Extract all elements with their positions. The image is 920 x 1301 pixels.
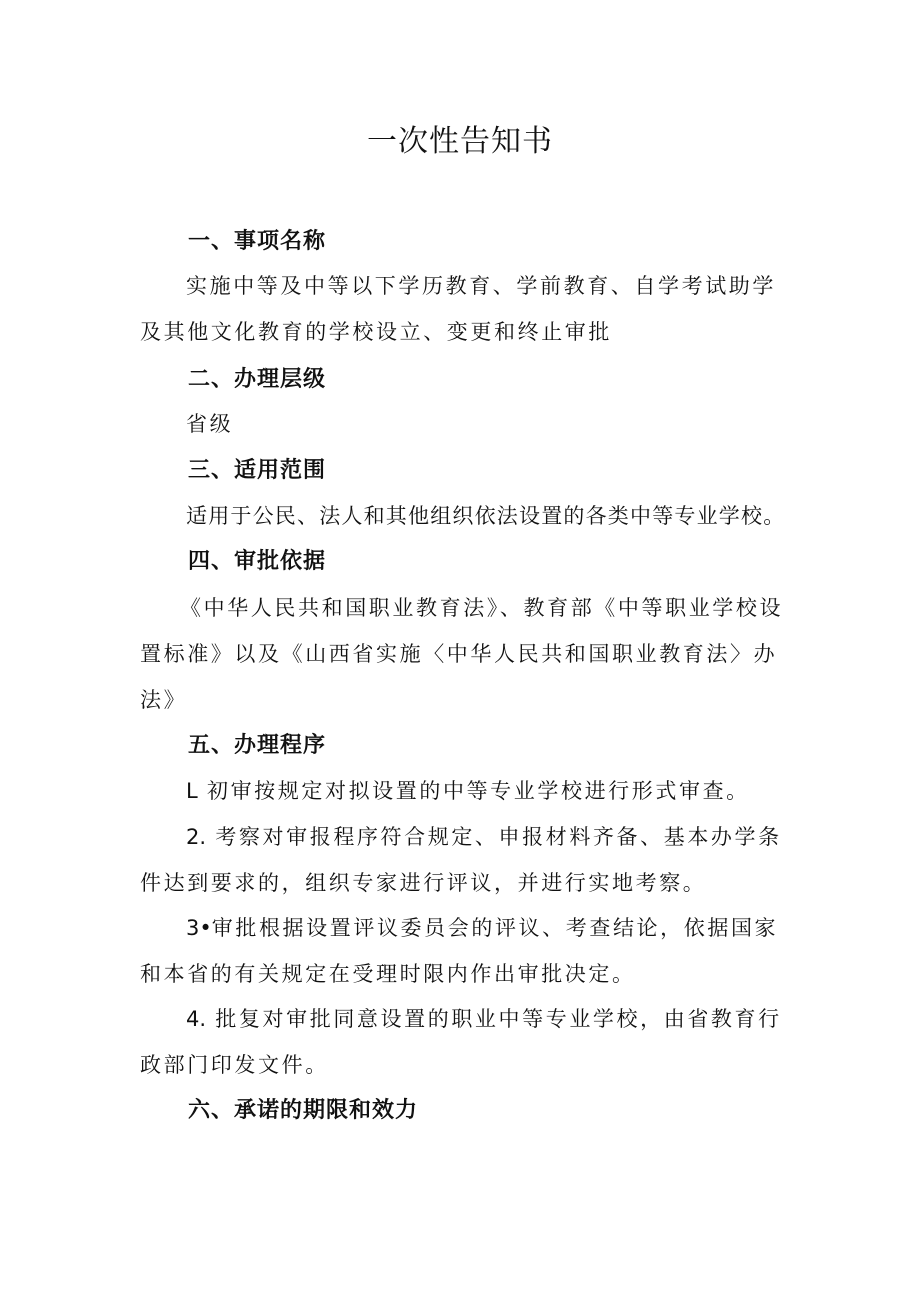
- step-number: 4.: [186, 1007, 207, 1031]
- step-text: 批复对审批同意设置的职业中等专业学校，由省教育行政部门印发文件。: [140, 1007, 782, 1077]
- step-number: 2.: [186, 825, 207, 849]
- step-number: 3•: [186, 916, 212, 940]
- step-text: 初审按规定对拟设置的中等专业学校进行形式审查。: [206, 779, 750, 803]
- section-body-level: 省级: [186, 412, 234, 436]
- section-heading-basis: 四、审批依据: [188, 549, 327, 574]
- section-body-scope: 适用于公民、法人和其他组织依法设置的各类中等专业学校。: [186, 504, 786, 528]
- section-body-basis: 《中华人民共和国职业教育法》、教育部《中等职业学校设置标准》以及《山西省实施〈中华人民共和国职业教育法〉办法》: [140, 596, 784, 712]
- step-text: 审批根据设置评议委员会的评议、考查结论，依据国家和本省的有关规定在受理时限内作出审批决定。: [140, 916, 779, 986]
- section-heading-commitment: 六、承诺的期限和效力: [188, 1098, 419, 1123]
- section-heading-scope: 三、适用范围: [188, 458, 327, 483]
- step-text: 考察对审报程序符合规定、申报材料齐备、基本办学条件达到要求的，组织专家进行评议，并进行实地考察。: [140, 825, 782, 895]
- procedure-step-3: [140, 905, 790, 997]
- procedure-step-2: [140, 814, 790, 906]
- procedure-step-1: [140, 768, 790, 814]
- section-body-item-name: 实施中等及中等以下学历教育、学前教育、自学考试助学及其他文化教育的学校设立、变更和终止审批: [140, 274, 776, 344]
- section-heading-item-name: 一、事项名称: [188, 229, 327, 254]
- step-number: L: [186, 779, 198, 803]
- section-heading-procedure: 五、办理程序: [188, 733, 327, 758]
- procedure-step-4: [140, 996, 790, 1088]
- section-heading-level: 二、办理层级: [188, 367, 327, 392]
- document-title: 一次性告知书: [367, 124, 553, 159]
